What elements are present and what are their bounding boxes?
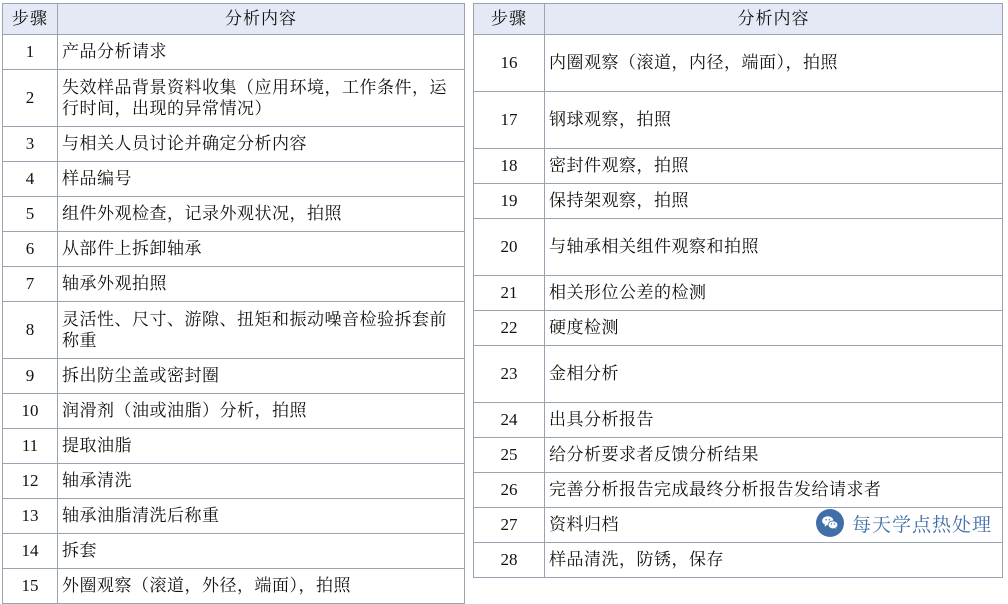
table-row	[3, 127, 465, 162]
table-row	[3, 569, 465, 604]
step-number: 22	[474, 311, 545, 346]
step-content: 失效样品背景资料收集（应用环境，工作条件，运行时间，出现的异常情况）	[58, 70, 465, 127]
step-content: 内圈观察（滚道，内径，端面），拍照	[545, 35, 1003, 92]
analysis-steps-table-left	[2, 3, 465, 604]
header-content-left: 分析内容	[58, 4, 465, 35]
watermark-text: 每天学点热处理	[851, 514, 992, 536]
table-row	[474, 35, 1003, 92]
header-row	[3, 4, 465, 35]
step-number: 27	[474, 508, 545, 543]
step-content: 出具分析报告	[545, 403, 1003, 438]
step-number: 26	[474, 473, 545, 508]
step-number: 6	[3, 232, 58, 267]
step-content: 灵活性、尺寸、游隙、扭矩和振动噪音检验拆套前称重	[58, 302, 465, 359]
table-row	[3, 70, 465, 127]
step-content: 金相分析	[545, 346, 1003, 403]
table-row	[3, 267, 465, 302]
header-step-right: 步骤	[474, 4, 545, 35]
step-number: 14	[3, 534, 58, 569]
step-number: 24	[474, 403, 545, 438]
table-row	[474, 438, 1003, 473]
table-row	[474, 184, 1003, 219]
table-row	[474, 311, 1003, 346]
table-row	[3, 499, 465, 534]
step-number: 3	[3, 127, 58, 162]
table-row	[3, 35, 465, 70]
step-number: 10	[3, 394, 58, 429]
table-row	[474, 276, 1003, 311]
step-content: 给分析要求者反馈分析结果	[545, 438, 1003, 473]
step-number: 7	[3, 267, 58, 302]
step-number: 4	[3, 162, 58, 197]
step-number: 9	[3, 359, 58, 394]
table-row	[3, 232, 465, 267]
step-content: 与轴承相关组件观察和拍照	[545, 219, 1003, 276]
step-number: 23	[474, 346, 545, 403]
step-number: 21	[474, 276, 545, 311]
step-content: 完善分析报告完成最终分析报告发给请求者	[545, 473, 1003, 508]
table-row	[3, 394, 465, 429]
header-content-right: 分析内容	[545, 4, 1003, 35]
step-number: 8	[3, 302, 58, 359]
step-content: 与相关人员讨论并确定分析内容	[58, 127, 465, 162]
step-number: 25	[474, 438, 545, 473]
step-content: 样品编号	[58, 162, 465, 197]
table-right-header	[474, 4, 1003, 35]
header-step-left: 步骤	[3, 4, 58, 35]
table-row	[474, 149, 1003, 184]
table-row	[474, 473, 1003, 508]
watermark	[816, 509, 992, 537]
step-content: 轴承外观拍照	[58, 267, 465, 302]
table-row	[3, 162, 465, 197]
table-row	[3, 429, 465, 464]
table-left-body	[3, 35, 465, 604]
step-number: 16	[474, 35, 545, 92]
step-content: 保持架观察，拍照	[545, 184, 1003, 219]
step-number: 19	[474, 184, 545, 219]
step-content: 资料归档	[545, 508, 1003, 543]
step-number: 11	[3, 429, 58, 464]
step-content: 硬度检测	[545, 311, 1003, 346]
table-row	[474, 219, 1003, 276]
table-row	[474, 543, 1003, 578]
step-number: 13	[3, 499, 58, 534]
step-number: 28	[474, 543, 545, 578]
table-left-header	[3, 4, 465, 35]
table-right-body	[474, 35, 1003, 578]
step-number: 12	[3, 464, 58, 499]
table-row	[3, 534, 465, 569]
step-content: 产品分析请求	[58, 35, 465, 70]
table-row	[3, 197, 465, 232]
table-row	[474, 346, 1003, 403]
header-row	[474, 4, 1003, 35]
step-content: 相关形位公差的检测	[545, 276, 1003, 311]
step-content: 轴承油脂清洗后称重	[58, 499, 465, 534]
step-content: 从部件上拆卸轴承	[58, 232, 465, 267]
step-content: 外圈观察（滚道，外径，端面），拍照	[58, 569, 465, 604]
step-content: 提取油脂	[58, 429, 465, 464]
step-content: 润滑剂（油或油脂）分析，拍照	[58, 394, 465, 429]
step-content: 拆出防尘盖或密封圈	[58, 359, 465, 394]
step-number: 20	[474, 219, 545, 276]
step-number: 18	[474, 149, 545, 184]
step-content: 组件外观检查，记录外观状况，拍照	[58, 197, 465, 232]
step-number: 1	[3, 35, 58, 70]
analysis-steps-table-right	[473, 3, 1003, 578]
wechat-icon	[816, 509, 844, 537]
step-content: 样品清洗，防锈，保存	[545, 543, 1003, 578]
step-content: 轴承清洗	[58, 464, 465, 499]
table-row	[3, 302, 465, 359]
step-content: 钢球观察，拍照	[545, 92, 1003, 149]
table-row	[474, 403, 1003, 438]
step-number: 17	[474, 92, 545, 149]
step-content: 拆套	[58, 534, 465, 569]
step-number: 15	[3, 569, 58, 604]
step-content: 密封件观察，拍照	[545, 149, 1003, 184]
table-row	[3, 464, 465, 499]
step-number: 5	[3, 197, 58, 232]
step-number: 2	[3, 70, 58, 127]
table-row	[3, 359, 465, 394]
table-row	[474, 92, 1003, 149]
